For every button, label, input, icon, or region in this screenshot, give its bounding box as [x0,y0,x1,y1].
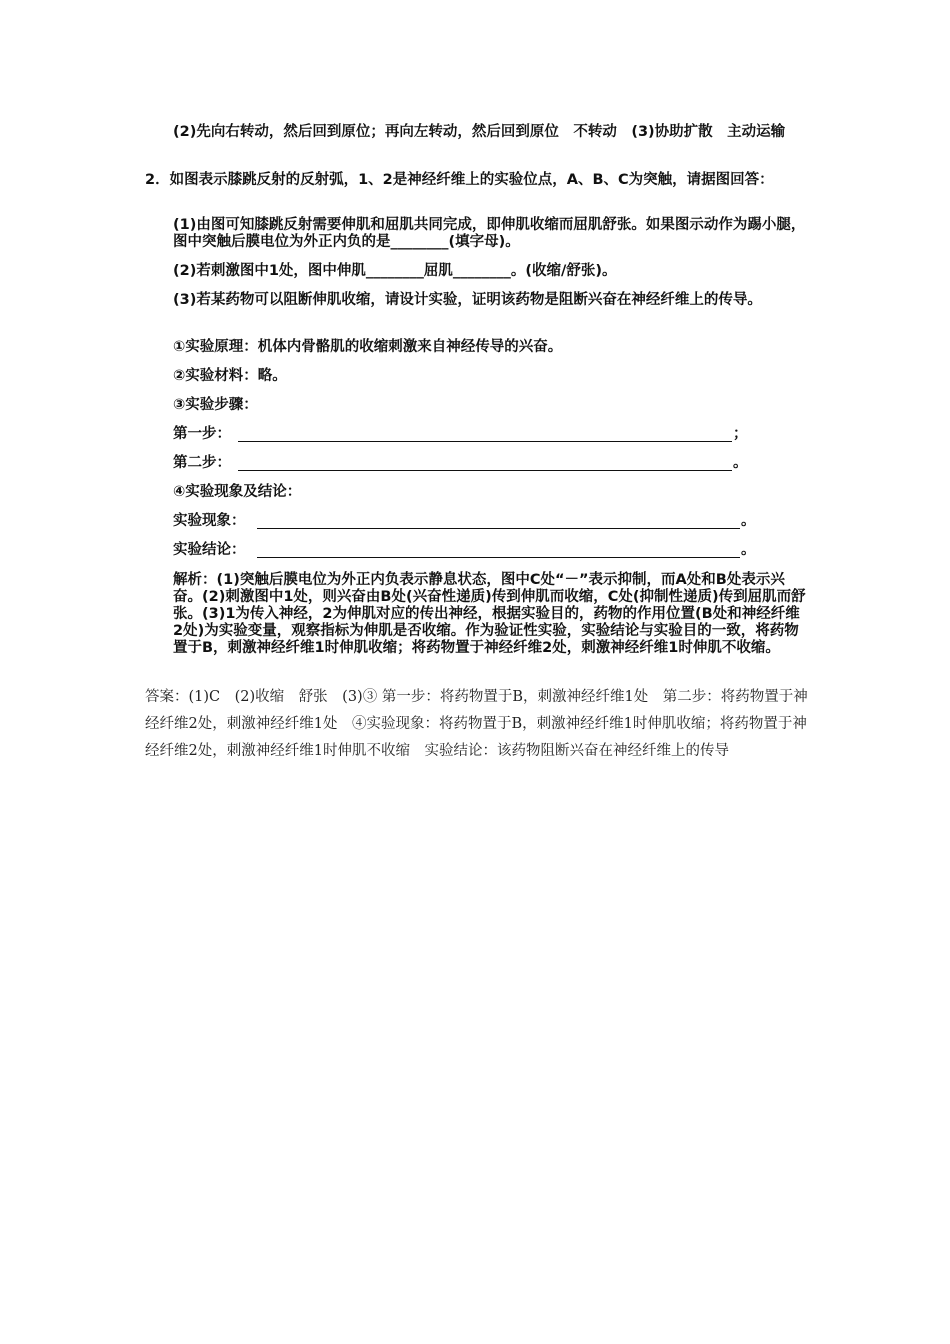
analysis-text: 解析：(1)突触后膜电位为外正内负表示静息状态，图中C处“－”表示抑制，而A处和B处表示兴奋。(2)刺激图中1处，则兴奋由B处(兴奋性递质)传到伸肌而收缩，C处(抑制性递质)传到屈肌而舒张。(3)1为传入神经，2为伸肌对应的传出神经，根据实验目的，药物的作用位置(B处和神经纤维2处)为实验变量，观察指标为伸肌是否收缩。作为验证性实验，实验结论与实验目的一致，将药物置于B，刺激神经纤维1时伸肌收缩；将药物置于神经纤维2处，刺激神经纤维1时伸肌不收缩。 [173,572,806,656]
question-2-stem: 2．如图表示膝跳反射的反射弧，1、2是神经纤维上的实验位点，A、B、C为突触，请据图回答： [145,172,774,188]
question-2-part-3: (3)若某药物可以阻断伸肌收缩，请设计实验，证明该药物是阻断兴奋在神经纤维上的传导。 [173,292,762,308]
phenomenon-end: 。 [741,513,756,529]
conclusion-blank [257,557,740,558]
conclusion-label: 实验结论： [173,542,246,558]
experiment-principle: ①实验原理：机体内骨骼肌的收缩刺激来自神经传导的兴奋。 [173,339,563,355]
answer-text: 答案：(1)C (2)收缩 舒张 (3)③ 第一步：将药物置于B，刺激神经纤维1处 第二步：将药物置于神经纤维2处，刺激神经纤维1处 ④实验现象：将药物置于B，刺激神经纤维1时伸肌收缩；将药物置于神经纤维2处，刺激神经纤维1时伸肌不收缩 实验结论：该药物阻断兴奋在神经纤维上的传导 [145,689,808,759]
step-2-end: 。 [733,455,748,471]
step-1-end: ； [733,426,748,442]
experiment-materials: ②实验材料：略。 [173,368,287,384]
phenomenon-blank [257,528,740,529]
step-1-label: 第一步： [173,426,231,442]
step-2-label: 第二步： [173,455,231,471]
question-2-part-1: (1)由图可知膝跳反射需要伸肌和屈肌共同完成，即伸肌收缩而屈肌舒张。如果图示动作为踢小腿，图中突触后膜电位为外正内负的是________(填字母)。 [173,217,806,250]
step-1-blank [238,441,732,442]
conclusion-end: 。 [741,542,756,558]
previous-answer-text: (2)先向右转动，然后回到原位；再向左转动，然后回到原位 不转动 (3)协助扩散 主动运输 [173,124,786,140]
experiment-steps-title: ③实验步骤： [173,397,258,413]
question-2-part-2: (2)若刺激图中1处，图中伸肌________屈肌________。(收缩/舒张)。 [173,263,617,279]
step-2-blank [238,470,732,471]
phenomena-title: ④实验现象及结论： [173,484,302,500]
phenomenon-label: 实验现象： [173,513,246,529]
